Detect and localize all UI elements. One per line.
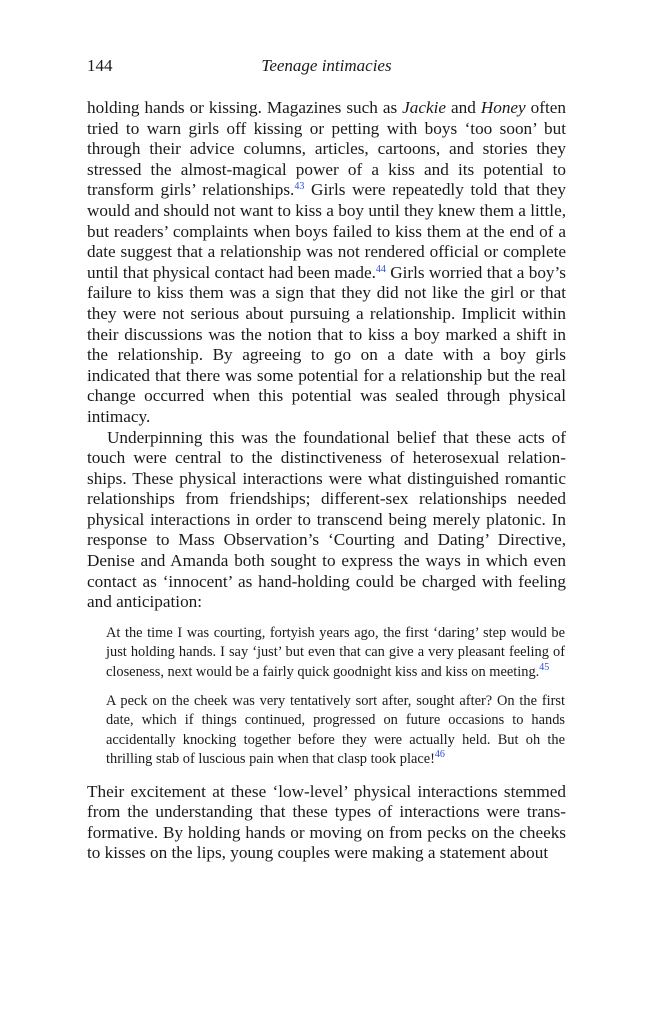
block-quote-amanda: [106, 692, 565, 770]
block-quote-denise: [106, 624, 565, 682]
footnote-ref-43[interactable]: 43: [294, 181, 305, 193]
paragraph-1-text: Girls worried that a boy’s failure to kiss them was a sign that they did not like the girl or that they were not serious about pursuing a relationship. Implicit within their discussions was the notion that to kiss a boy marked a shift in the relationship. By agreeing to go on a date with a boy girls indicated that there was some potential for a relationship but the real change occurred when this potential was sealed through physical intimacy.: [87, 262, 566, 426]
paragraph-1-text: and: [446, 98, 481, 117]
magazine-title-jackie: Jackie: [402, 98, 447, 117]
footnote-ref-45[interactable]: 45: [539, 661, 550, 673]
paragraph-3: Their excitement at these ‘low-level’ physical interactions stemmed from the understanding that these types of interactions were transformative. By holding hands or moving on from pecks on the cheeks to kisses on the lips, young couples were making a statement about: [87, 781, 566, 863]
running-head: [87, 56, 566, 80]
footnote-ref-44[interactable]: 44: [375, 263, 386, 275]
magazine-title-honey: Honey: [480, 98, 526, 117]
footnote-ref-46[interactable]: 46: [434, 749, 445, 761]
paragraph-1-text: holding hands or kissing. Magazines such as: [87, 98, 403, 117]
paragraph-1-text: often tried to warn girls off kissing or petting with boys ‘too soon’ but through their advice columns, articles, cartoons, and stories they stressed the almost-magical power of a kiss and its potential to transform girls’ relationships.: [87, 98, 566, 200]
block-quote-text: A peck on the cheek was very tentatively sort after, sought after? On the first date, which if things continued, progressed on future occasions to hands accidentally knocking together before they were actually held. But oh the thrilling stab of luscious pain when that clasp took place!: [106, 693, 565, 768]
paragraph-1: [87, 98, 566, 428]
running-title: Teenage intimacies: [261, 56, 392, 75]
block-quote-text: At the time I was courting, fortyish years ago, the first ‘daring’ step would be just holding hands. I say ‘just’ but even that can give a very pleasant feeling of closeness, next would be a fairly quick goodnight kiss and kiss on meeting.: [106, 624, 565, 680]
paragraph-2: Underpinning this was the foundational belief that these acts of touch were central to the distinctiveness of heterosexual relationships. These physical interactions were what distinguished romantic relationships from friendships; different-sex relationships needed physical interactions in order to transcend being merely platonic. In response to Mass Observation’s ‘Courting and Dating’ Directive, Denise and Amanda both sought to express the ways in which even contact as ‘innocent’ as hand-holding could be charged with feeling and anticipation:: [87, 427, 566, 612]
page-number: 144: [87, 56, 113, 75]
body-text: [87, 98, 566, 864]
paragraph-1-text: Girls were repeatedly told that they would and should not want to kiss a boy until they knew them a little, but readers’ complaints when boys failed to kiss them at the end of a date suggest that a relationship was not rendered official or complete until that physical contact had been made.: [87, 180, 566, 282]
block-quotes: [106, 624, 565, 770]
